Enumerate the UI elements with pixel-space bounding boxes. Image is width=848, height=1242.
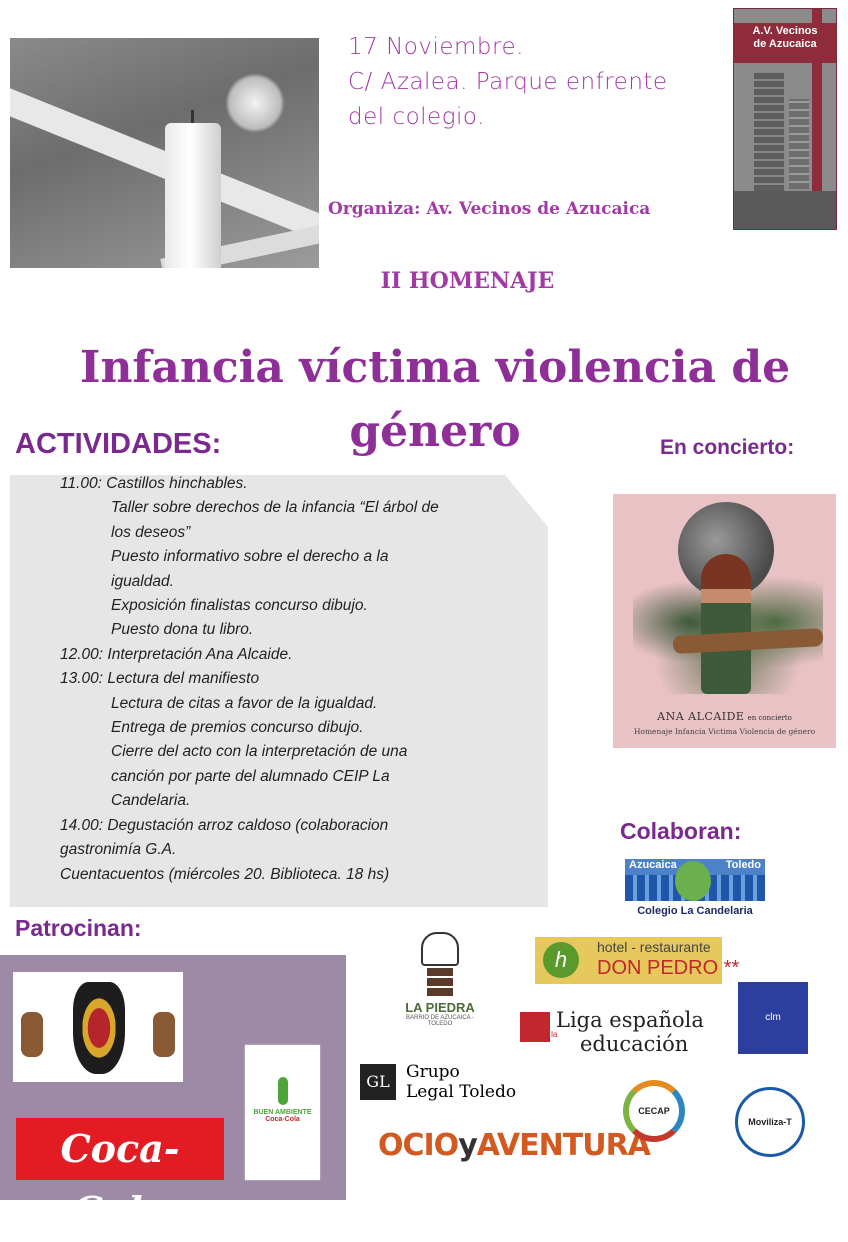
activity-line	[60, 814, 500, 838]
clm-logo: clm	[738, 982, 808, 1054]
activities-list	[60, 472, 500, 887]
liga-line2: educación	[580, 1032, 689, 1056]
activity-time: 14.00:	[60, 816, 104, 834]
cecap-logo: CECAP	[623, 1080, 685, 1142]
candelaria-azucaica: Azucaica	[629, 859, 677, 871]
organizer: Organiza: Av. Vecinos de Azucaica	[328, 199, 651, 219]
activity-text: Castillos hinchables.	[106, 475, 248, 492]
activity-line	[60, 692, 500, 716]
collaborators-heading: Colaboran:	[620, 818, 742, 844]
la-piedra-sub: BARRIO DE AZUCAICA - TOLEDO	[405, 1015, 474, 1027]
event-date: 17 Noviembre.	[348, 34, 524, 60]
activity-text: Exposición finalistas concurso dibujo.	[111, 597, 368, 615]
buen-ambiente-brand: Coca-Cola	[265, 1116, 300, 1123]
activity-line	[60, 618, 500, 642]
activity-text: Degustación arroz caldoso (colaboracion	[107, 816, 389, 834]
concert-artist: ANA ALCAIDE	[657, 710, 745, 723]
concert-caption: Homenaje Infancia Victima Violencia de género	[633, 727, 816, 736]
activity-line	[60, 789, 500, 813]
activity-line	[60, 570, 500, 594]
tree-icon	[675, 861, 711, 901]
activity-line	[60, 643, 500, 667]
buen-ambiente-text: BUEN AMBIENTE	[253, 1109, 312, 1116]
activity-text: Lectura de citas a favor de la igualdad.	[111, 694, 378, 712]
don-pedro-line2: DON PEDRO **	[597, 957, 740, 979]
hotel-h-icon: h	[543, 942, 579, 978]
concert-poster	[613, 494, 836, 748]
don-pedro-logo	[535, 937, 740, 984]
la-piedra-name: LA PIEDRA	[405, 1000, 475, 1015]
candle-photo	[10, 38, 319, 268]
activity-line	[60, 667, 500, 691]
candle-shape	[165, 123, 221, 268]
activity-text: Puesto dona tu libro.	[111, 621, 254, 639]
activity-line	[60, 496, 500, 520]
liga-de: de la	[540, 1030, 558, 1039]
activity-line	[60, 838, 500, 862]
activity-text: Candelaria.	[111, 792, 191, 810]
ocio-part1: OCIO	[378, 1128, 459, 1163]
ocio-aventura-logo	[378, 1128, 650, 1168]
sprout-icon	[278, 1077, 288, 1105]
av-logo-line2: de Azucaica	[753, 38, 817, 50]
sponsors-heading: Patrocinan:	[15, 915, 142, 941]
ocio-part2: y	[458, 1128, 477, 1163]
chef-hat-icon	[421, 932, 459, 966]
artist-figure	[701, 554, 751, 694]
liga-educacion-logo	[520, 1008, 710, 1058]
cocacola-logo: Coca-Cola	[16, 1118, 224, 1180]
activity-line	[60, 472, 500, 496]
ocio-part3: AVENTURA	[476, 1128, 650, 1163]
activity-text: Interpretación Ana Alcaide.	[107, 645, 293, 663]
activity-line	[60, 545, 500, 569]
event-location-line2: del colegio.	[348, 104, 485, 130]
candle-wick	[191, 110, 194, 124]
event-location-line1: C/ Azalea. Parque enfrente	[348, 69, 668, 95]
activity-text: gastronimía G.A.	[60, 841, 177, 859]
la-piedra-logo	[405, 930, 475, 1040]
activities-heading: ACTIVIDADES:	[15, 428, 222, 460]
activity-line	[60, 521, 500, 545]
buen-ambiente-logo	[245, 1045, 320, 1180]
activity-text: Cuentacuentos (miércoles 20. Biblioteca. 18 hs)	[60, 865, 390, 883]
moviliza-t-logo: Moviliza-T	[735, 1087, 805, 1157]
activity-time: 12.00:	[60, 645, 104, 663]
activity-time: 11.00:	[60, 475, 102, 492]
title-line1: Infancia víctima violencia de	[79, 342, 791, 393]
activity-text: canción por parte del alumnado CEIP La	[111, 767, 390, 785]
activity-text: Lectura del manifiesto	[107, 670, 260, 688]
activity-time: 13.00:	[60, 670, 104, 688]
activity-line	[60, 863, 500, 887]
grupo-line2: Legal Toledo	[406, 1082, 517, 1102]
candelaria-name: Colegio La Candelaria	[637, 905, 753, 917]
edition-heading: II HOMENAJE	[380, 268, 555, 294]
concert-heading: En concierto:	[660, 436, 795, 459]
grupo-line1: Grupo	[406, 1062, 460, 1082]
flower-shape	[225, 73, 285, 133]
activity-text: los deseos”	[111, 523, 191, 541]
liga-line1: Liga española	[556, 1008, 704, 1032]
activity-line	[60, 716, 500, 740]
activity-line	[60, 740, 500, 764]
activity-text: Taller sobre derechos de la infancia “El árbol de	[111, 499, 439, 517]
tower-image	[754, 71, 784, 191]
activity-line	[60, 765, 500, 789]
concert-tag: en concierto	[747, 714, 792, 722]
colegio-candelaria-logo	[625, 855, 765, 923]
av-logo-line1: A.V. Vecinos	[752, 25, 818, 37]
activity-text: Cierre del acto con la interpretación de una	[111, 743, 408, 761]
candelaria-toledo: Toledo	[725, 859, 761, 871]
activity-line	[60, 594, 500, 618]
activity-text: igualdad.	[111, 572, 174, 590]
toledo-coat-of-arms	[13, 972, 183, 1082]
title-line2: género	[349, 406, 521, 457]
gl-mark-icon: GL	[360, 1064, 396, 1100]
stones-icon	[427, 968, 453, 998]
activity-text: Entrega de premios concurso dibujo.	[111, 719, 364, 737]
grupo-legal-logo	[360, 1062, 535, 1104]
eagle-shield-icon	[73, 982, 125, 1074]
av-vecinos-logo	[733, 8, 837, 230]
activity-text: Puesto informativo sobre el derecho a la	[111, 548, 389, 566]
don-pedro-line1: hotel - restaurante	[597, 939, 711, 955]
